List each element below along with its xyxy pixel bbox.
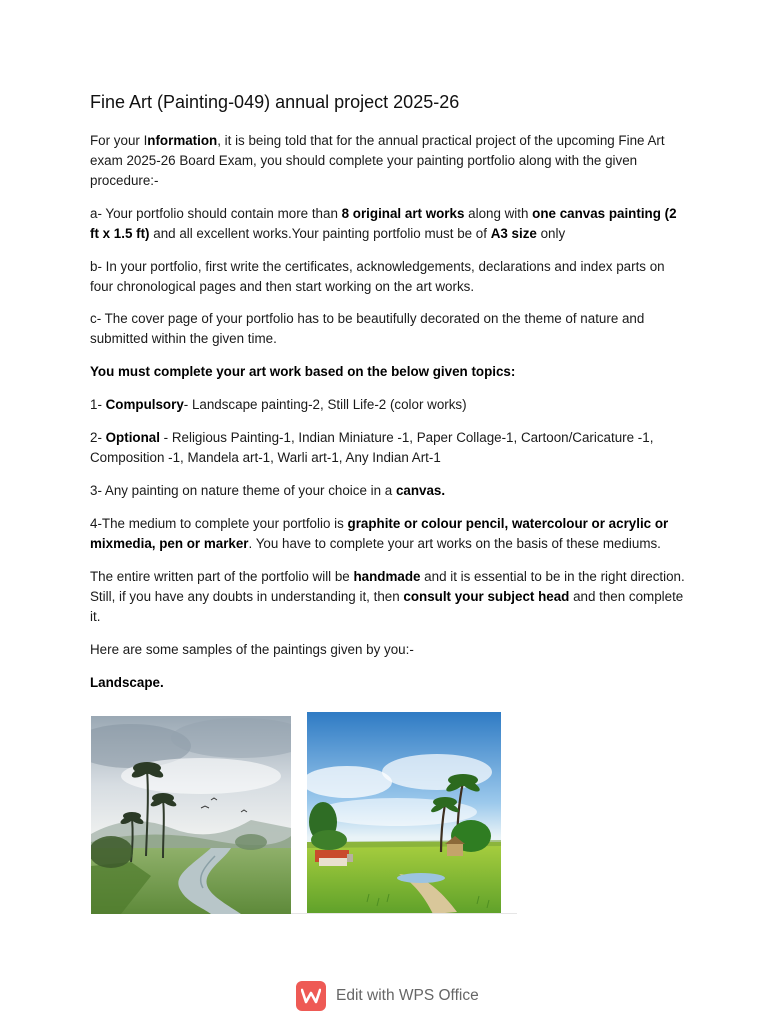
written-part-paragraph: The entire written part of the portfolio will be handmade and it is essential to be in the right direction. Still, if you have any doubts in understanding it, then consult your subject head and then complete it.	[90, 569, 685, 624]
topics-heading: You must complete your art work based on the below given topics:	[90, 364, 516, 379]
topic-4-paragraph: 4-The medium to complete your portfolio is graphite or colour pencil, watercolour or acrylic or mixmedia, pen or marker. You have to complete your art works on the basis of these mediums.	[90, 516, 669, 551]
edit-with-wps-button[interactable]	[296, 980, 479, 1012]
topic-3-paragraph: 3- Any painting on nature theme of your choice in a canvas.	[90, 483, 446, 498]
topic-2-paragraph: 2- Optional - Religious Painting-1, Indian Miniature -1, Paper Collage-1, Cartoon/Caricature -1, Composition -1, Mandela art-1, Warli art-1, Any Indian Art-1	[90, 430, 654, 465]
landscape-painting-1	[91, 716, 291, 914]
image-divider	[291, 913, 517, 914]
document-title: Fine Art (Painting-049) annual project 2025-26	[90, 92, 460, 112]
point-a-paragraph: a- Your portfolio should contain more than 8 original art works along with one canvas painting (2 ft x 1.5 ft) and all excellent works.Your painting portfolio must be of A3 size only	[90, 206, 677, 241]
point-b-paragraph: b- In your portfolio, first write the certificates, acknowledgements, declarations and index parts on four chronological pages and then start working on the art works.	[90, 259, 665, 294]
wps-logo-icon	[296, 981, 326, 1011]
topic-1-paragraph: 1- Compulsory- Landscape painting-2, Still Life-2 (color works)	[90, 397, 467, 412]
wps-label: Edit with WPS Office	[336, 987, 479, 1004]
samples-intro: Here are some samples of the paintings given by you:-	[90, 642, 414, 657]
landscape-painting-2	[307, 712, 501, 914]
point-c-paragraph: c- The cover page of your portfolio has to be beautifully decorated on the theme of nature and submitted within the given time.	[90, 311, 645, 346]
intro-paragraph: For your Information, it is being told that for the annual practical project of the upcoming Fine Art exam 2025-26 Board Exam, you should complete your painting portfolio along with the given procedure:-	[90, 133, 665, 188]
landscape-heading: Landscape.	[90, 675, 164, 690]
